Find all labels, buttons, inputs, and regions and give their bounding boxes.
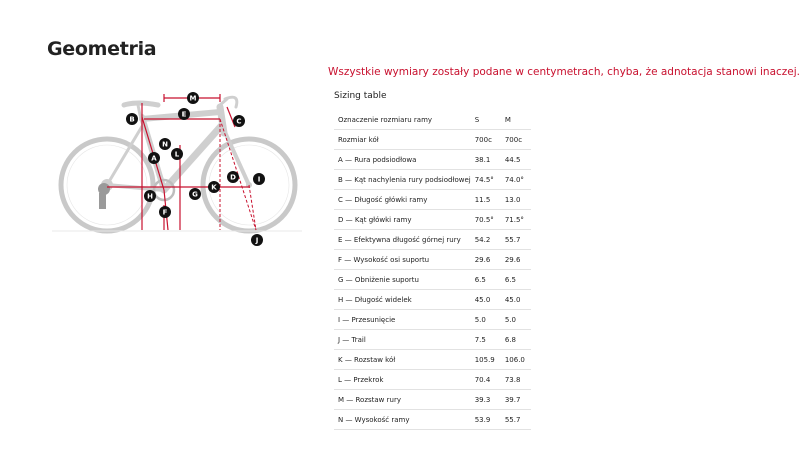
svg-text:A: A — [151, 154, 157, 163]
table-header-row — [334, 110, 531, 130]
svg-text:J: J — [255, 236, 259, 245]
value-size-s: 54.2 — [471, 230, 501, 250]
table-body — [334, 130, 531, 430]
marker-h — [144, 190, 156, 202]
value-size-s: 11.5 — [471, 190, 501, 210]
value-size-m: 73.8 — [501, 370, 531, 390]
row-label: K — Rozstaw kół — [334, 350, 471, 370]
value-size-m: 74.0° — [501, 170, 531, 190]
marker-e — [178, 108, 190, 120]
value-size-m: 700c — [501, 130, 531, 150]
row-label: L — Przekrok — [334, 370, 471, 390]
svg-text:I: I — [257, 175, 261, 184]
row-label: A — Rura podsiodłowa — [334, 150, 471, 170]
marker-f — [159, 206, 171, 218]
value-size-m: 13.0 — [501, 190, 531, 210]
marker-n — [159, 138, 171, 150]
marker-l — [171, 148, 183, 160]
row-label: M — Rozstaw rury — [334, 390, 471, 410]
sizing-table — [334, 110, 531, 430]
marker-b — [126, 113, 138, 125]
table-row — [334, 250, 531, 270]
svg-text:E: E — [181, 110, 187, 119]
row-label: J — Trail — [334, 330, 471, 350]
table-caption: Sizing table — [334, 91, 387, 101]
value-size-m: 6.8 — [501, 330, 531, 350]
svg-text:F: F — [162, 208, 168, 217]
value-size-m: 5.0 — [501, 310, 531, 330]
marker-d — [227, 171, 239, 183]
value-size-s: 39.3 — [471, 390, 501, 410]
marker-a — [148, 152, 160, 164]
table-row — [334, 270, 531, 290]
table-row — [334, 410, 531, 430]
table-row — [334, 170, 531, 190]
table-row — [334, 370, 531, 390]
value-size-s: 5.0 — [471, 310, 501, 330]
row-label: C — Długość główki ramy — [334, 190, 471, 210]
table-row — [334, 210, 531, 230]
value-size-m: 29.6 — [501, 250, 531, 270]
table-row — [334, 310, 531, 330]
svg-text:H: H — [147, 192, 153, 201]
table-row — [334, 150, 531, 170]
table-row — [334, 230, 531, 250]
row-label: G — Obniżenie suportu — [334, 270, 471, 290]
bike-geometry-diagram — [52, 85, 302, 250]
marker-k — [208, 181, 220, 193]
value-size-s: 53.9 — [471, 410, 501, 430]
value-size-m: 55.7 — [501, 410, 531, 430]
svg-text:L: L — [174, 150, 180, 159]
table-row — [334, 190, 531, 210]
units-disclaimer: Wszystkie wymiary zostały podane w centymetrach, chyba, że adnotacja stanowi inaczej. — [328, 66, 800, 78]
row-label: D — Kąt główki ramy — [334, 210, 471, 230]
value-size-s: 70.5° — [471, 210, 501, 230]
svg-text:K: K — [211, 183, 217, 192]
value-size-s: 700c — [471, 130, 501, 150]
value-size-s: 45.0 — [471, 290, 501, 310]
table-row — [334, 390, 531, 410]
row-label: E — Efektywna długość górnej rury — [334, 230, 471, 250]
marker-c — [233, 115, 245, 127]
row-label: Rozmiar kół — [334, 130, 471, 150]
table-row — [334, 350, 531, 370]
value-size-m: 45.0 — [501, 290, 531, 310]
marker-g — [189, 188, 201, 200]
value-size-s: 70.4 — [471, 370, 501, 390]
table-row — [334, 130, 531, 150]
row-label: I — Przesunięcie — [334, 310, 471, 330]
table-row — [334, 330, 531, 350]
svg-text:G: G — [192, 190, 198, 199]
value-size-s: 74.5° — [471, 170, 501, 190]
value-size-s: 29.6 — [471, 250, 501, 270]
marker-m — [187, 92, 199, 104]
marker-j — [251, 234, 263, 246]
table-row — [334, 290, 531, 310]
page-title: Geometria — [47, 38, 157, 60]
svg-text:D: D — [230, 173, 236, 182]
value-size-s: 105.9 — [471, 350, 501, 370]
value-size-m: 71.5° — [501, 210, 531, 230]
size-column-s: S — [471, 110, 501, 130]
svg-text:B: B — [129, 115, 135, 124]
value-size-m: 55.7 — [501, 230, 531, 250]
svg-text:M: M — [189, 94, 197, 103]
value-size-m: 6.5 — [501, 270, 531, 290]
header-label: Oznaczenie rozmiaru ramy — [334, 110, 471, 130]
row-label: H — Długość widelek — [334, 290, 471, 310]
size-column-m: M — [501, 110, 531, 130]
value-size-s: 7.5 — [471, 330, 501, 350]
row-label: N — Wysokość ramy — [334, 410, 471, 430]
value-size-s: 6.5 — [471, 270, 501, 290]
marker-i — [253, 173, 265, 185]
svg-text:C: C — [236, 117, 242, 126]
svg-text:N: N — [162, 140, 168, 149]
row-label: B — Kąt nachylenia rury podsiodłowej — [334, 170, 471, 190]
value-size-m: 44.5 — [501, 150, 531, 170]
value-size-s: 38.1 — [471, 150, 501, 170]
value-size-m: 39.7 — [501, 390, 531, 410]
row-label: F — Wysokość osi suportu — [334, 250, 471, 270]
value-size-m: 106.0 — [501, 350, 531, 370]
